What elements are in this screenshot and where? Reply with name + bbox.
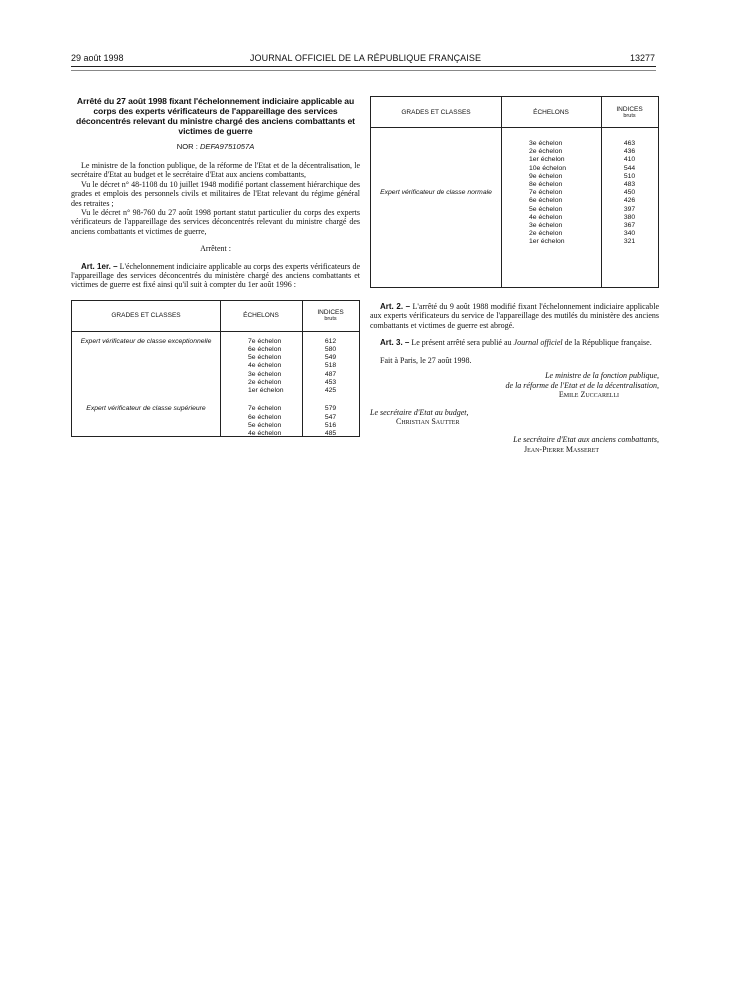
article-2: [370, 302, 659, 330]
left-column: [71, 96, 360, 437]
decree-title: Arrêté du 27 août 1998 fixant l'échelonnement indiciaire applicable au corps des experts vérificateurs de l'appareillage des services déconcentrés relevant du ministre chargé des anciens combattants et victimes de guerre: [76, 96, 355, 136]
article-2-text: L'arrêté du 9 août 1988 modifié fixant l'échelonnement indiciaire applicable aux experts vérificateurs du service de l'appareillage des mutilés du ministère des anciens combattants et victimes de guerre est abrogé.: [370, 302, 660, 330]
grade-group: [371, 165, 658, 247]
article-3-text-b: de la République française.: [562, 338, 652, 348]
echelon-cell: 6e échelon: [248, 346, 282, 354]
indice-cell: 485: [324, 429, 337, 437]
grade-name: Expert vérificateur de classe supérieure: [86, 405, 206, 413]
signature-2: [370, 408, 659, 427]
intro-paragraph: Vu le décret n° 98-760 du 27 août 1998 portant statut particulier du corps des experts vérificateurs de l'appareillage des services déconcentrés relevant du ministre chargé des anciens combattants et victimes de guerre,: [71, 208, 360, 236]
header-journal-title: JOURNAL OFFICIEL DE LA RÉPUBLIQUE FRANÇAISE: [249, 53, 482, 63]
echelon-cell: 9e échelon: [529, 172, 563, 180]
article-1-text: L'échelonnement indiciaire applicable au corps des experts vérificateurs de l'appareillage des services déconcentrés du ministère chargé des anciens combattants et victimes de guerre est fixé ainsi qu'il suit à compter du 1er août 1996 :: [71, 261, 361, 290]
echelon-table-2: [370, 96, 659, 288]
echelon-cell: 5e échelon: [248, 354, 282, 362]
echelon-cell: 4e échelon: [248, 429, 282, 437]
intro-paragraph: Vu le décret n° 48-1108 du 10 juillet 1948 modifié portant classement hiérarchique des grades et emplois des personnels civils et militaires de l'Etat relevant du régime général des retraites ;: [71, 179, 360, 208]
table-header: [72, 301, 359, 332]
header-indices-label: INDICES: [317, 309, 344, 317]
echelon-cell: 1er échelon: [248, 387, 284, 395]
arretent-label: Arrêtent :: [200, 244, 231, 254]
article-3: [370, 338, 659, 347]
indice-cell: 453: [324, 378, 337, 386]
header-indices-sub: bruts: [623, 112, 636, 119]
echelon-cell: 6e échelon: [529, 197, 563, 205]
header-indices: [302, 309, 359, 322]
right-column: [370, 96, 659, 454]
grade-group: [72, 338, 359, 395]
indice-cell: 463: [623, 140, 636, 147]
header-echelons: ÉCHELONS: [533, 108, 569, 116]
indice-cell: 436: [623, 148, 636, 156]
indice-cell: 612: [324, 337, 337, 345]
echelon-cell: 2e échelon: [529, 230, 563, 238]
indice-cell: 380: [623, 213, 636, 221]
signature-2-name: Christian Sautter: [396, 417, 460, 427]
header-indices: [601, 106, 658, 119]
indice-cell: 510: [623, 172, 636, 180]
echelon-cell: 7e échelon: [529, 189, 563, 197]
indice-cell: 518: [324, 362, 337, 370]
header-grades: GRADES ET CLASSES: [401, 108, 471, 116]
header-indices-sub: bruts: [324, 316, 337, 323]
indice-cell: 544: [623, 164, 636, 172]
article-1-label: Art. 1er. –: [81, 261, 118, 271]
article-2-label: Art. 2. –: [380, 302, 411, 311]
echelon-cell: 4e échelon: [248, 362, 282, 370]
echelon-cell: 1er échelon: [529, 156, 565, 164]
echelon-table-1: [71, 300, 360, 437]
indice-cell: 397: [623, 205, 636, 213]
echelon-cell: 5e échelon: [248, 421, 282, 429]
indice-cell: 547: [324, 413, 337, 421]
signature-1-title-b: de la réforme de l'Etat et de la décentralisation,: [505, 380, 659, 390]
echelon-cell: 3e échelon: [248, 370, 282, 378]
nor-label: NOR :: [176, 142, 200, 151]
nor-code: DEFA9751057A: [199, 142, 255, 151]
header-grades: GRADES ET CLASSES: [111, 312, 181, 320]
header-page-number: 13277: [630, 53, 656, 63]
header-rule-secondary: [71, 70, 656, 71]
indice-cell: 321: [623, 238, 636, 246]
signature-2-title: Le secrétaire d'Etat au budget,: [370, 407, 469, 417]
grade-group: [371, 140, 658, 165]
echelon-cell: 2e échelon: [529, 148, 563, 156]
echelon-cell: 4e échelon: [529, 213, 563, 221]
indice-cell: 340: [623, 230, 636, 238]
fait-a-paris: Fait à Paris, le 27 août 1998.: [380, 355, 472, 365]
intro-paragraph: Le ministre de la fonction publique, de la réforme de l'Etat et de la décentralisation, le secrétaire d'Etat au budget et le secrétaire d'Etat aux anciens combattants,: [71, 161, 360, 180]
echelon-cell: 5e échelon: [529, 205, 563, 213]
grade-group: [72, 405, 359, 438]
signature-1: [370, 371, 659, 400]
grade-name: Expert vérificateur de classe normale: [380, 188, 492, 196]
header-echelons: ÉCHELONS: [243, 312, 279, 320]
signature-1-title-a: Le ministre de la fonction publique,: [545, 371, 659, 381]
indice-cell: 483: [623, 181, 636, 189]
indice-cell: 549: [324, 354, 337, 362]
table-header: [371, 97, 658, 128]
article-3-journal: Journal officiel: [513, 338, 563, 348]
echelon-cell: 7e échelon: [248, 405, 282, 413]
signature-3-title: Le secrétaire d'Etat aux anciens combattants,: [513, 435, 659, 444]
echelon-cell: 3e échelon: [529, 222, 563, 230]
signature-1-name: Emile Zuccarelli: [558, 390, 619, 400]
indice-cell: 579: [324, 405, 337, 413]
nor-reference: [71, 142, 360, 151]
grade-name: [371, 140, 501, 165]
echelon-cell: 8e échelon: [529, 181, 563, 189]
indice-cell: 487: [324, 370, 337, 378]
echelon-cell: 2e échelon: [248, 378, 282, 386]
signature-3: [370, 435, 659, 454]
indice-cell: 450: [623, 189, 636, 197]
header-rule: [71, 66, 656, 67]
indice-cell: 580: [324, 346, 337, 354]
echelon-cell: 7e échelon: [248, 337, 282, 345]
indice-cell: 410: [623, 156, 636, 164]
echelon-cell: 1er échelon: [529, 238, 565, 246]
indice-cell: 516: [324, 421, 337, 429]
indice-cell: 367: [623, 222, 636, 230]
signature-3-name: Jean-Pierre Masseret: [523, 444, 599, 454]
grade-name: Expert vérificateur de classe exceptionnelle: [80, 337, 212, 345]
indice-cell: 425: [324, 387, 337, 395]
echelon-cell: 6e échelon: [248, 413, 282, 421]
article-1: [71, 262, 360, 290]
header-indices-label: INDICES: [616, 105, 643, 113]
article-3-text-a: Le présent arrêté sera publié au: [411, 338, 514, 348]
indice-cell: 426: [623, 197, 636, 205]
article-3-label: Art. 3. –: [380, 338, 410, 348]
echelon-cell: 3e échelon: [529, 140, 563, 147]
echelon-cell: 10e échelon: [529, 164, 567, 172]
header-date: 29 août 1998: [71, 53, 124, 63]
